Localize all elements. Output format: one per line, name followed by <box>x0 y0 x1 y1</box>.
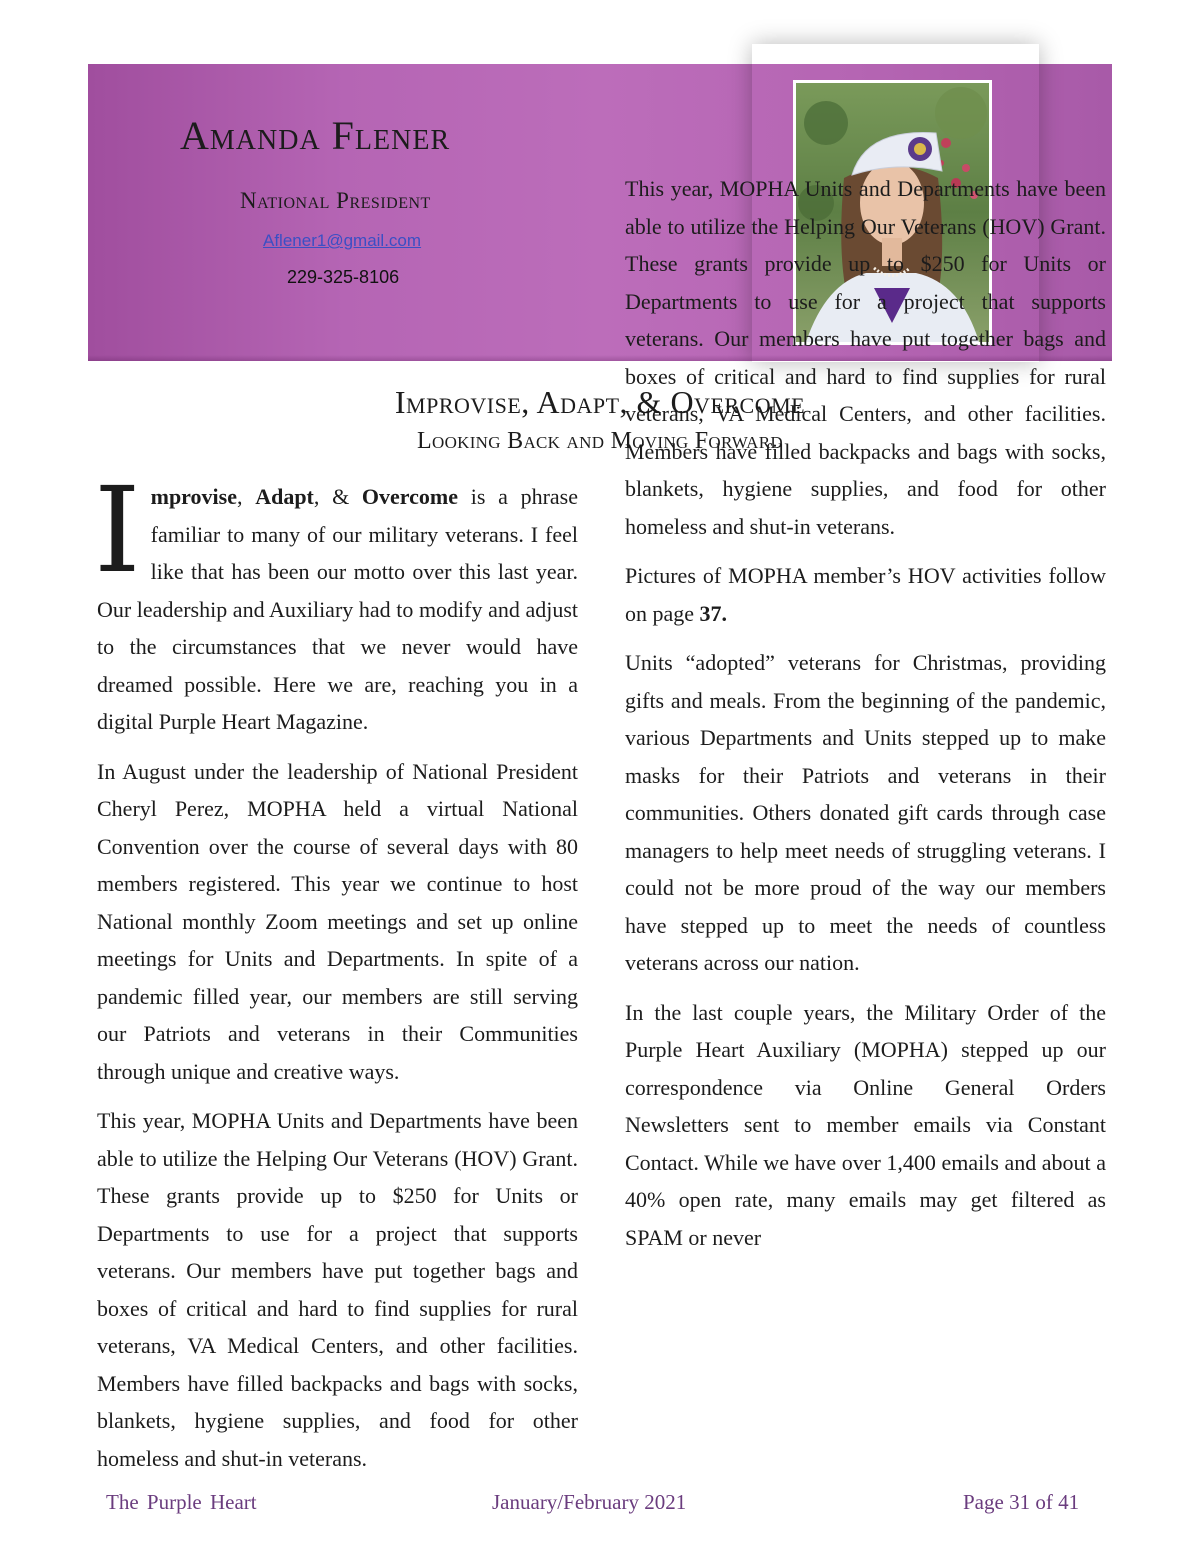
article-paragraph: In August under the leadership of National President Cheryl Perez, MOPHA held a virtual National Convention over the course of several days with 80 members registered. This year we continue to host National monthly Zoom meetings and set up online meetings for Units and Departments. In spite of a pandemic filled year, our members are still serving our Patriots and veterans in their Communities through unique and creative ways. <box>97 758 578 1084</box>
article-paragraph-continued: This year, MOPHA Units and Departments have been able to utilize the Helping Our Veterans (HOV) Grant. These grants provide up to $250 for Units or Departments to use for a project that supports veterans. Our members have put together bags and boxes of critical and hard to find supplies for rural veterans, VA Medical Centers, and other facilities. Members have filled backpacks and bags with socks, blankets, hygiene supplies, and food for other homeless and shut-in veterans. <box>625 176 1106 539</box>
page-reference: 37. <box>699 600 728 626</box>
article-column-left <box>94 461 578 1471</box>
keyword-adapt: Adapt <box>255 484 314 509</box>
article-paragraph <box>625 557 1106 632</box>
article-paragraph: This year, MOPHA Units and Departments have been able to utilize the Helping Our Veterans (HOV) Grant. These grants provide up to $250 for Units or Departments to use for a project that supports veterans. Our members have put together bags and boxes of critical and hard to find supplies for rural veterans, VA Medical Centers, and other facilities. Members have filled backpacks and bags with socks, blankets, hygiene supplies, and food for other homeless and shut-in veterans. <box>97 1108 578 1471</box>
text-run: , & <box>313 484 362 509</box>
footer-page-number: Page 31 of 41 <box>963 1490 1080 1514</box>
article-column-right <box>625 176 1106 1410</box>
article-title: Improvise, Adapt, & Overcome <box>394 384 806 420</box>
author-phone: 229-325-8106 <box>287 267 400 287</box>
keyword-improvise: mprovise <box>150 484 237 509</box>
continued-paragraph <box>625 176 1106 557</box>
article-paragraph <box>94 461 578 741</box>
drop-cap: I <box>94 461 141 599</box>
author-email-link[interactable]: Aflener1@gmail.com <box>263 231 422 250</box>
author-role: National President <box>240 188 431 213</box>
footer-issue: January/February 2021 <box>492 1490 687 1514</box>
text-run: Pictures of MOPHA member’s HOV activities follow on page <box>625 563 1106 626</box>
article-subtitle: Looking Back and Moving Forward <box>417 428 783 454</box>
author-name: Amanda Flener <box>180 113 451 158</box>
text-run: is a phrase familiar to many of our military veterans. I feel like that has been our motto over this last year. Our leadership and Auxiliary had to modify and adjust to the circumstances that we never would have dreamed possible. Here we are, reaching you in a digital Purple Heart Magazine. <box>97 484 578 734</box>
text-run: , <box>237 484 256 509</box>
article-paragraph: In the last couple years, the Military Order of the Purple Heart Auxiliary (MOPHA) stepped up our correspondence via Online General Orders Newsletters sent to member emails via Constant Contact. While we have over 1,400 emails and about a 40% open rate, many emails may get filtered as SPAM or never <box>625 999 1106 1250</box>
footer-publication: The Purple Heart <box>106 1490 257 1514</box>
keyword-overcome: Overcome <box>361 484 459 509</box>
article-paragraph: Units “adopted” veterans for Christmas, providing gifts and meals. From the beginning of the pandemic, various Departments and Units stepped up to make masks for their Patriots and veterans in their communities. Others donated gift cards through case managers to help meet needs of struggling veterans. I could not be more proud of the way our members have stepped up to meet the needs of countless veterans across our nation. <box>625 650 1106 975</box>
